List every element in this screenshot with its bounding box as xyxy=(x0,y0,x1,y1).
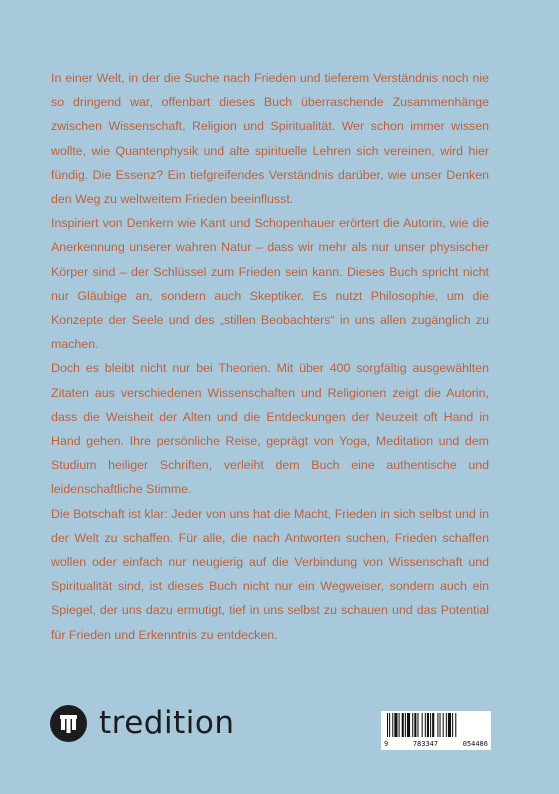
barcode-bar xyxy=(422,713,423,737)
barcode-bar xyxy=(437,713,438,737)
barcode-digit-prefix: 9 xyxy=(384,740,389,748)
barcode-bar xyxy=(399,713,400,737)
barcode-bar xyxy=(414,713,416,737)
barcode-digit-group-1: 783347 xyxy=(412,740,439,748)
publisher-logo xyxy=(50,704,234,742)
back-cover-blurb xyxy=(51,66,489,647)
barcode-digits xyxy=(384,740,488,748)
blurb-paragraph-4: Die Botschaft ist klar: Jeder von uns hat die Macht, Frieden in sich selbst und in der Welt zu schaffen. Für alle, die nach Antworten suchen, Frieden schaffen wollen oder einfach nur neugierig auf die Verbindung von Wissenschaft und Spiritualität sind, ist dieses Buch nicht nur ein Wegweiser, sondern auch ein Spiegel, der uns dazu ermutigt, tief in uns selbst zu schauen und das Potential für Frieden und Erkenntnis zu entdecken. xyxy=(51,506,489,642)
barcode-bar xyxy=(417,713,418,737)
tredition-logo-icon xyxy=(50,705,87,742)
barcode-bar xyxy=(430,713,431,737)
isbn-barcode xyxy=(381,711,491,750)
barcode-bar xyxy=(425,713,426,737)
barcode-bar xyxy=(446,713,447,737)
barcode-bar xyxy=(427,713,429,737)
blurb-paragraph-2: Inspiriert von Denkern wie Kant und Schopenhauer erörtert die Autorin, wie die Anerkennung unserer wahren Natur – dass wir mehr als nur unser physischer Körper sind – der Schlüssel zum Frieden sein kann. Dieses Buch spricht nicht nur Gläubige an, sondern auch Skeptiker. Es nutzt Philosophie, um die Konzepte der Seele und des „stillen Beobachters“ in uns allen zugänglich zu machen. xyxy=(51,216,489,352)
barcode-bar xyxy=(432,713,434,737)
barcode-bar xyxy=(412,713,413,737)
barcode-bars xyxy=(387,713,485,737)
blurb-paragraph-3: Doch es bleibt nicht nur bei Theorien. Mit über 400 sorgfältig ausgewählten Zitaten aus verschiedenen Wissenschaften und Religionen zeigt die Autorin, dass die Weisheit der Alten und die Entdeckungen der Neuzeit oft Hand in Hand gehen. Ihre persönliche Reise, geprägt von Yoga, Meditation und dem Studium heiliger Schriften, verleiht dem Buch eine authentische und leidenschaftliche Stimme. xyxy=(51,361,489,497)
publisher-name: tredition xyxy=(99,705,235,741)
barcode-bar xyxy=(394,713,397,737)
barcode-bar xyxy=(443,713,444,737)
barcode-bar xyxy=(392,713,393,737)
barcode-bar xyxy=(452,713,453,737)
barcode-bar xyxy=(405,713,406,737)
barcode-bar xyxy=(440,713,441,737)
barcode-bar xyxy=(407,713,410,737)
barcode-bar xyxy=(389,713,390,737)
barcode-bar xyxy=(455,713,456,737)
barcode-bar xyxy=(448,713,451,737)
barcode-bar xyxy=(387,713,388,737)
blurb-paragraph-1: In einer Welt, in der die Suche nach Frieden und tieferem Verständnis noch nie so dringend war, offenbart dieses Buch überraschende Zusammenhänge zwischen Wissenschaft, Religion und Spiritualität. Wer schon immer wissen wollte, wie Quantenphysik und alte spirituelle Lehren sich vereinen, wird hier fündig. Die Essenz? Ein tiefgreifendes Verständnis darüber, wie unser Denken den Weg zu weltweitem Frieden beeinflusst. xyxy=(51,71,489,207)
barcode-bar xyxy=(402,713,404,737)
barcode-digit-group-2: 054486 xyxy=(462,740,488,748)
